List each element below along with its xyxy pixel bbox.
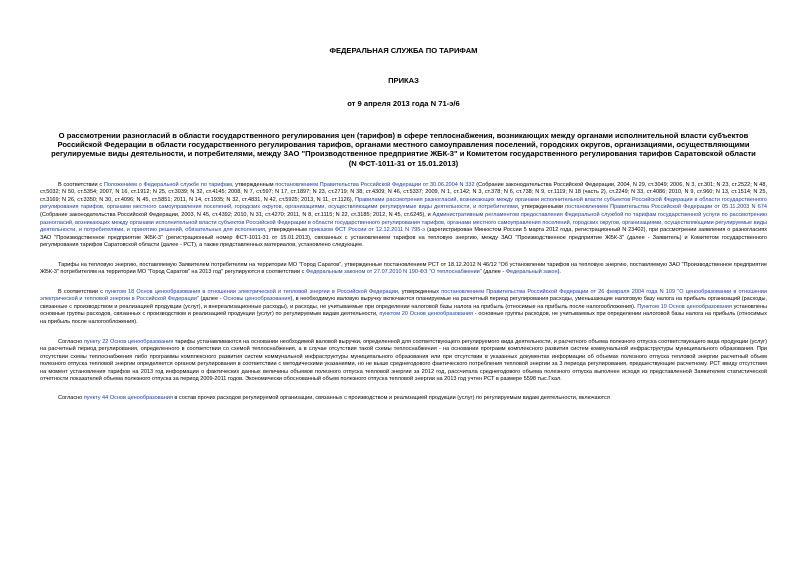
document-link[interactable]: Основы ценообразования <box>223 296 291 303</box>
document-link[interactable]: пункту 44 Основ ценообразования <box>83 394 173 401</box>
paragraph-4 <box>40 339 767 384</box>
paragraph-text: (зарегистрирован Минюстом России 5 марта 2012 года, регистрационный N 23402), при рассмотрении заявления о разногласиях ЗАО "Производственное предприятие ЖБК-3" (регистрационный номер ФСТ-1011-31 от 15.01.2013), связанных с установлением тарифов на тепловую энергию, между ЗАО "Производственное предприятие ЖБК-3" (далее - Заявитель) и Комитетом государственного регулирования тарифов Саратовской области (далее - РСТ), а также представленных материалов, установлено следующее. <box>40 227 768 249</box>
document-link[interactable]: постановлением Правительства Российской Федерации от 30.06.2004 N 332 <box>275 181 475 188</box>
document-link[interactable]: Административным регламентом предоставления Федеральной службой по тарифам государственной услуги по рассмотрению разногласий, возникающих между органами исполнительной власти субъектов Российской Федерации в области государственного регулирования тарифов, органами местного самоуправления поселений, городских округов, организациями, осуществляющими регулируемые виды деятельности, и потребителями, и принятию решений, обязательных для исполнения <box>40 212 767 234</box>
paragraph-text: тарифы устанавливаются на основании необходимой валовой выручки, определенной для соответствующего регулируемого вида деятельности, и расчетного объема полезного отпуска соответствующего вида продукции (услуг) на расчетный период регулирования, определенного в соответствии со схемой теплоснабжения, а в случае отсутствия такой схемы теплоснабжения - на основании программ комплексного развития систем коммунальной инфраструктуры муниципального образования. При отсутствии схемы теплоснабжения либо программы комплексного развития систем коммунальной инфраструктуры муниципального образования или при отсутствии в указанных документах информации об объемах полезного отпуска тепловой энергии расчетный объем полезного отпуска тепловой энергии определяется органом регулирования в соответствии с методическими указаниями, но не выше среднегодового фактического потребления тепловой энергии за 3 периода регулирования, предшествующие расчетному. РСТ ввиду отсутствия на момент установления тарифов на 2013 год информации о фактических данных величины объемов полезного отпуска тепловой энергии за 2012 год, рассчитала среднегодового объема полезного отпуска выполнен исходя из представленной Заявителем статистической отчетности показателей объема полезного отпуска за период 2009-2011 годов. Экономически обоснованный объем полезного отпуска тепловой энергии на 2013 год учтен РСТ в размере 5598 тыс.Гкал. <box>40 338 767 383</box>
document-link[interactable]: пункту 22 Основ ценообразования <box>83 338 174 345</box>
paragraph-text: в состав прочих расходов регулируемой организации, связанных с производством и реализацией продукции (услуг) по регулируемым видам деятельности, включаются <box>172 394 610 401</box>
document-subject <box>40 108 767 168</box>
paragraph-text: , утвержденным <box>265 227 309 234</box>
paragraph-text: В соответствии с <box>58 181 104 188</box>
paragraph-text: установлены основные группы расходов, связанных с производством и реализацией продукции (услуг) по регулируемым видам деятельности, <box>40 303 767 318</box>
paragraph-text: Согласно <box>58 394 84 401</box>
paragraph-text: ), в необходимую валовую выручку включаются планируемые на расчетный период регулирования расходы, уменьшающие налоговую базу налога на прибыль организаций (расходы, связанные с производством и реализацией продукции (услуг), и внереализационные расходы), и расходы, не учитываемые при определении налоговой базы налога на прибыль (относимые на прибыль после налогообложения). <box>40 296 767 310</box>
document-link[interactable]: Федеральный закон <box>505 269 558 276</box>
document-type: ПРИКАЗ <box>388 76 419 85</box>
paragraph-3 <box>40 289 767 327</box>
paragraph-2 <box>40 262 767 277</box>
document-link[interactable]: Положением о Федеральной службе по тарифам <box>103 181 232 188</box>
paragraph-text: В соответствии с <box>58 288 106 295</box>
document-link[interactable]: Правилами рассмотрения разногласий, возникающих между органами исполнительной власти субъектов Российской Федерации в области государственного регулирования тарифов, органами местного самоуправления поселений, городских округов, организациями, осуществляющими регулируемые виды деятельности, и потребителями <box>40 196 768 211</box>
document-date: от 9 апреля 2013 года N 71-э/6 <box>347 99 460 108</box>
paragraph-text: - основные группы расходов, не учитываемых при определении налоговой базы налога на прибыль (относимых на прибыль после налогообложения). <box>40 311 767 326</box>
paragraph-text: , утвержденным <box>231 181 276 188</box>
document-link[interactable]: Федеральным законом от 27.07.2010 N 190-ФЗ "О теплоснабжении" <box>305 269 482 276</box>
document-link[interactable]: пунктом 20 Основ ценообразования <box>379 311 474 318</box>
document-link[interactable]: постановлением Правительства Российской Федерации от 26 февраля 2004 года N 109 "О ценообразовании в отношении электрической и тепловой энергии в Российской Федерации" <box>40 288 767 303</box>
paragraph-text: , утвержденными <box>517 204 566 211</box>
paragraph-5 <box>40 395 767 403</box>
paragraph-text: (далее - <box>198 296 224 303</box>
paragraph-text: (Собрание законодательства Российской Федерации, 2004, N 29, ст.3049; 2006, N 3, ст.301; N 23, ст.2522; N 48, ст.5032; N 50, ст.5354; 2007, N 16, ст.1912; N 25, ст.3039; N 32, ст.4145; 2008, N 7, ст.597; N 17, ст.1897; N 23, ст.2719; N 38, ст.4309; N 46, ст.5337; 2009, N 1, ст.142; N 3, ст.378; N 6, ст.738; N 9, ст.1119; N 18 (часть 2), ст.2249; N 33, ст.4086; 2010, N 9, ст.960; N 13, ст.1514; N 25, ст.3169; N 26, ст.3350; N 30, ст.4096; N 45, ст.5851; 2011, N 14, ст.1935; N 32, ст.4831, N 42, ст.5925; 2013, N 11, ст.1126), <box>40 181 767 203</box>
paragraph-text: Согласно <box>58 338 84 345</box>
subject-text: О рассмотрении разногласий в области государственного регулирования цен (тарифов) в сфере теплоснабжения, возникающих между органами исполнительной власти субъектов Российской Федерации в области государственного регулирования тарифов, органами местного самоуправления поселений, городских округов, организациями, осуществляющими регулируемые виды деятельности, и потребителями, между ЗАО "Производственное предприятие ЖБК-3" и Комитетом государственного регулирования тарифов Саратовской области <box>51 131 756 159</box>
paragraph-text: ). <box>557 269 561 276</box>
document-link[interactable]: приказом ФСТ России от 12.12.2011 N 795-э <box>308 227 426 234</box>
document-link[interactable]: постановлением Правительства Российской Федерации от 05.11.2003 N 674 <box>565 204 767 211</box>
subject-reference: (N ФСТ-1011-31 от 15.01.2013) <box>348 158 459 168</box>
paragraph-text: , утвержденных <box>398 288 442 295</box>
document-link[interactable]: Пунктом 19 Основ ценообразования <box>637 303 732 310</box>
paragraph-text: (далее - <box>481 269 506 276</box>
paragraph-text: (Собрание законодательства Российской Федерации, 2003, N 45, ст.4392; 2010, N 31, ст.4270; 2011, N 8, ст.1115; N 22, ст.3185; 2012, N 45, ст.6245), и <box>40 212 433 218</box>
agency-name: ФЕДЕРАЛЬНАЯ СЛУЖБА ПО ТАРИФАМ <box>329 46 478 55</box>
paragraph-1 <box>40 182 767 250</box>
paragraph-text: Тарифы на тепловую энергию, поставляемую Заявителем потребителям на территории МО "Город Саратов", утвержденные постановлением РСТ от 18.12.2012 N 46/12 "Об установлении тарифов на тепловую энергию, поставляемую ЗАО "Производственное предприятие ЖБК-3" потребителям на территории МО "Город Саратов" на 2013 год" регулируются в соответствии с <box>40 261 767 276</box>
document-link[interactable]: пунктом 18 Основ ценообразования в отношении электрической и тепловой энергии в Российской Федерации <box>105 288 399 295</box>
